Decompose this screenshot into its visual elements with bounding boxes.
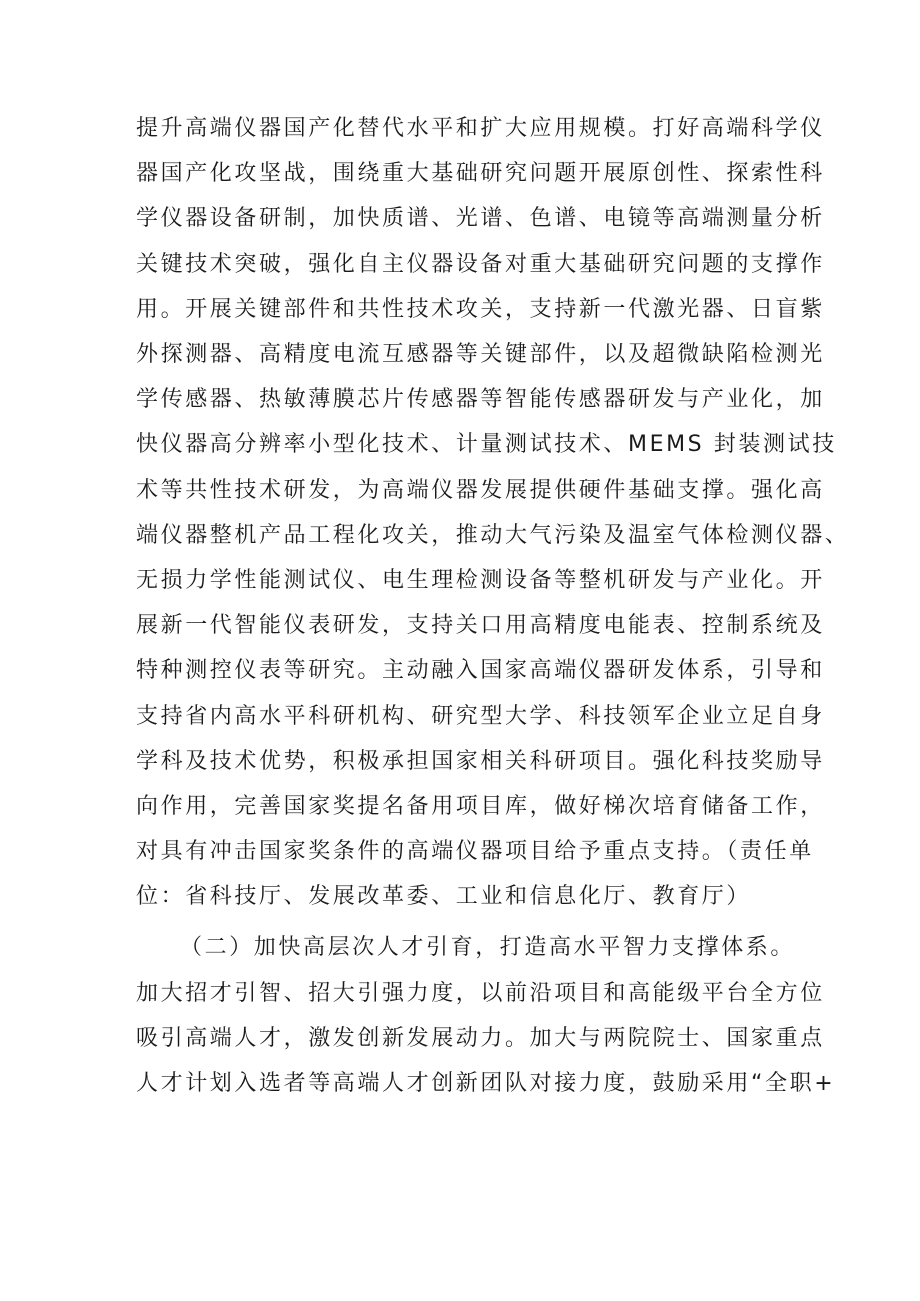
text-line: 吸引高端人才，激发创新发展动力。加大与两院院士、国家重点	[136, 1026, 825, 1052]
text-line: 支持省内高水平科研机构、研究型大学、科技领军企业立足自身	[136, 703, 825, 729]
text-line: 关键技术突破，强化自主仪器设备对重大基础研究问题的支撑作	[136, 251, 825, 277]
text-line: 特种测控仪表等研究。主动融入国家高端仪器研发体系，引导和	[136, 658, 825, 684]
text-line: 对具有冲击国家奖条件的高端仪器项目给予重点支持。（责任单	[136, 839, 814, 865]
section-heading-2: （二）加快高层次人才引育，打造高水平智力支撑体系。	[180, 935, 796, 960]
text-line: 提升高端仪器国产化替代水平和扩大应用规模。打好高端科学仪	[136, 116, 825, 141]
text-line: 学传感器、热敏薄膜芯片传感器等智能传感器研发与产业化，加	[136, 387, 825, 413]
text-line: 端仪器整机产品工程化攻关，推动大气污染及温室气体检测仪器、	[136, 522, 850, 548]
text-line: 展新一代智能仪表研发，支持关口用高精度电能表、控制系统及	[136, 613, 825, 639]
text-line: 术等共性技术研发，为高端仪器发展提供硬件基础支撑。强化高	[136, 477, 825, 503]
text-line: 加大招才引智、招大引强力度，以前沿项目和高能级平台全方位	[136, 981, 825, 1006]
text-line: 无损力学性能测试仪、电生理检测设备等整机研发与产业化。开	[136, 568, 825, 593]
text-line: 器国产化攻坚战，围绕重大基础研究问题开展原创性、探索性科	[136, 161, 825, 187]
text-line: 外探测器、高精度电流互感器等关键部件，以及超微缺陷检测光	[136, 342, 825, 367]
text-line: 人才计划入选者等高端人才创新团队对接力度，鼓励采用“全职+	[136, 1071, 836, 1097]
text-line: 位：省科技厅、发展改革委、工业和信息化厅、教育厅）	[136, 884, 752, 910]
text-line: 用。开展关键部件和共性技术攻关，支持新一代激光器、日盲紫	[136, 296, 825, 322]
text-line: 快仪器高分辨率小型化技术、计量测试技术、MEMS 封装测试技	[136, 432, 837, 458]
text-line: 向作用，完善国家奖提名备用项目库，做好梯次培育储备工作，	[136, 794, 825, 819]
text-line: 学科及技术优势，积极承担国家相关科研项目。强化科技奖励导	[136, 748, 825, 774]
text-line: 学仪器设备研制，加快质谱、光谱、色谱、电镜等高端测量分析	[136, 206, 825, 232]
